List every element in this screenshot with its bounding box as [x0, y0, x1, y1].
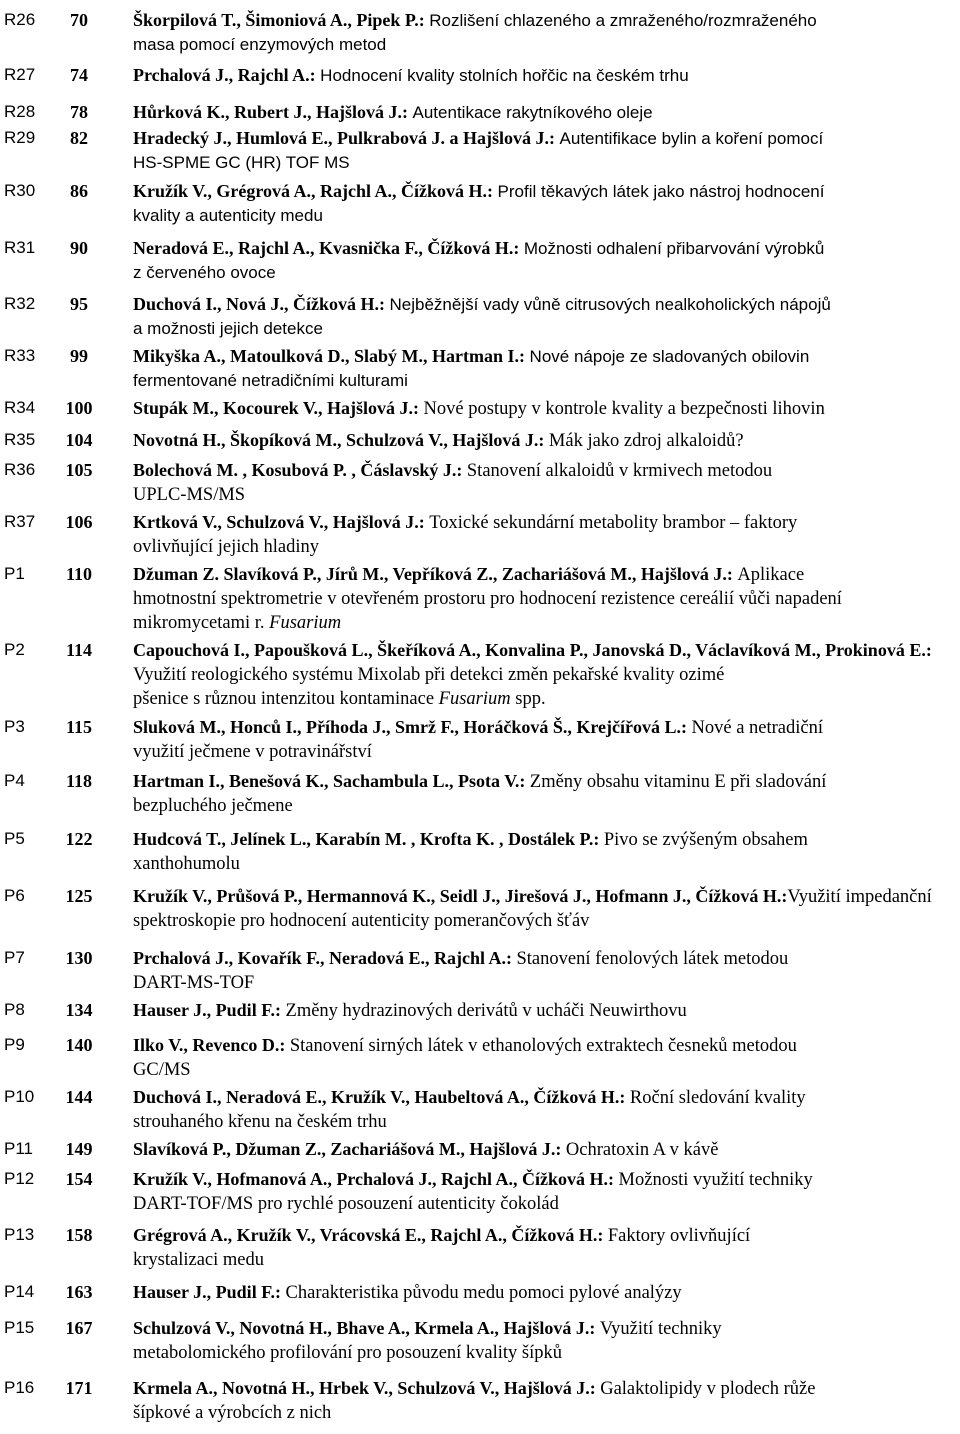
entry-code: R33 [4, 346, 36, 365]
entry-text [133, 344, 946, 393]
page-number: 171 [65, 1378, 93, 1398]
entry-separator: : [279, 1035, 290, 1055]
entry-code: P3 [4, 717, 25, 736]
page-number: 70 [70, 10, 88, 30]
page-number: 115 [65, 717, 92, 737]
entry-title-line: využití ječmene v potravinářství [133, 742, 372, 762]
entry-code: P15 [4, 1318, 35, 1337]
entry-authors: Krmela A., Novotná H., Hrbek V., Schulzová V., Hajšlová J. [133, 1378, 590, 1398]
entry-text [133, 100, 946, 125]
entry-title-line: GC/MS [133, 1060, 191, 1080]
entry-text [133, 1137, 946, 1162]
page-number: 90 [70, 238, 88, 258]
entry-title-line: a možnosti jejich detekce [133, 319, 323, 338]
entry-text [133, 1085, 946, 1134]
entry-code: P2 [4, 640, 25, 659]
toc-entry [0, 236, 960, 288]
page-number: 140 [65, 1035, 93, 1055]
entry-code: P5 [4, 829, 25, 848]
entry-title-line: Stanovení alkaloidů v krmivech metodou [466, 461, 773, 481]
toc-entry [0, 292, 960, 340]
entry-title-line: Charakteristika původu medu pomoci pylové analýzy [285, 1283, 682, 1303]
entry-text [133, 1376, 946, 1425]
entry-code: R35 [4, 430, 36, 449]
entry-authors: Schulzová V., Novotná H., Bhave A., Krmela A., Hajšlová J. [133, 1318, 590, 1338]
entry-title-line: Možnosti využití techniky [618, 1170, 813, 1190]
entry-text [133, 1280, 946, 1305]
entry-title-line: Hodnocení kvality stolních hořčic na českém trhu [320, 66, 689, 85]
entry-code: R26 [4, 10, 36, 29]
entry-title-line: metabolomického profilování pro posouzení kvality šípků [133, 1343, 563, 1363]
entry-separator: : [619, 1087, 630, 1107]
entry-authors: Prchalová J., Kovařík F., Neradová E., Rajchl A. [133, 948, 506, 968]
toc-entry [0, 428, 960, 454]
toc-entry [0, 1137, 960, 1163]
entry-code: P14 [4, 1282, 35, 1301]
entry-authors: Kružík V., Grégrová A., Rajchl A., Čížková H. [133, 181, 488, 201]
entry-separator: : [309, 65, 321, 85]
entry-title-line: Aplikace [737, 565, 805, 585]
toc-entry [0, 769, 960, 823]
page-number: 114 [65, 640, 92, 660]
entry-title-line: xanthohumolu [133, 854, 240, 874]
toc-entry [0, 1085, 960, 1133]
entry-text [133, 998, 946, 1023]
entry-title-line: kvality a autenticity medu [133, 206, 323, 225]
entry-text [133, 827, 946, 876]
page-number: 149 [65, 1139, 93, 1159]
entry-authors: Krtková V., Schulzová V., Hajšlová J. [133, 512, 419, 532]
entry-separator: : [519, 346, 530, 366]
toc-entry [0, 458, 960, 506]
entry-title-line: masa pomocí enzymových metod [133, 35, 387, 54]
entry-title-line: ovlivňující jejich hladiny [133, 537, 319, 557]
entry-title-line: z červeného ovoce [133, 263, 276, 282]
entry-authors: Hudcová T., Jelínek L., Karabín M. , Krofta K. , Dostálek P. [133, 829, 594, 849]
entry-title-line: strouhaného křenu na českém trhu [133, 1112, 387, 1132]
entry-title-line: Změny hydrazinových derivátů v ucháči Neuwirthovu [285, 1001, 687, 1021]
entry-title-line: Toxické sekundární metabolity brambor – faktory [429, 513, 798, 533]
entry-separator: : [519, 771, 530, 791]
page-number: 154 [65, 1169, 93, 1189]
entry-authors: Džuman Z. Slavíková P., Jírů M., Vepříková Z., Zachariášová M., Hajšlová J. [133, 564, 727, 584]
entry-text [133, 510, 946, 559]
entry-separator: : [925, 640, 932, 660]
entry-authors: Ilko V., Revenco D. [133, 1035, 280, 1055]
entry-title-line: DART-MS-TOF [133, 973, 255, 993]
entry-code: P8 [4, 1000, 25, 1019]
entry-text [133, 126, 946, 175]
entry-authors: Capouchová I., Papoušková L., Škeříková A., Konvalina P., Janovská D., Václavíková M., Prokinová E. [133, 640, 926, 660]
entry-authors: Duchová I., Nová J., Čížková H. [133, 294, 380, 314]
entry-separator: : [513, 238, 524, 258]
page-number: 118 [65, 771, 92, 791]
entry-authors: Slavíková P., Džuman Z., Zachariášová M., Hajšlová J. [133, 1139, 556, 1159]
entry-text [133, 562, 946, 635]
toc-entry [0, 1167, 960, 1219]
entry-authors: Duchová I., Neradová E., Kružík V., Haubeltová A., Čížková H. [133, 1087, 620, 1107]
entry-text [133, 638, 946, 711]
entry-separator: : [726, 564, 738, 584]
entry-authors: Hauser J., Pudil F. [133, 1000, 276, 1020]
page-number: 100 [65, 398, 93, 418]
page-number: 74 [70, 65, 88, 85]
page-number: 122 [65, 829, 93, 849]
entry-authors: Novotná H., Škopíková M., Schulzová V., Hajšlová J. [133, 430, 539, 450]
entry-authors: Grégrová A., Kružík V., Vrácovská E., Rajchl A., Čížková H. [133, 1225, 598, 1245]
entry-authors: Kružík V., Průšová P., Hermannová K., Seidl J., Jirešová J., Hofmann J., Čížková H. [133, 886, 782, 906]
page-number: 99 [70, 346, 88, 366]
entry-title-line: Stanovení fenolových látek metodou [516, 949, 789, 969]
entry-title-line: Využití reologického systému Mixolab při detekci změn pekařské kvality ozimé [133, 665, 725, 685]
entry-code: P16 [4, 1378, 35, 1397]
entry-separator: : [456, 460, 467, 480]
entry-authors: Prchalová J., Rajchl A. [133, 65, 310, 85]
entry-authors: Škorpilová T., Šimoniová A., Pipek P. [133, 10, 419, 30]
entry-title-line: Nové a netradiční [691, 718, 824, 738]
entry-code: R34 [4, 398, 36, 417]
entry-title-line: Nové nápoje ze sladovaných obilovin [529, 347, 810, 366]
entry-separator: : [413, 398, 424, 418]
entry-title-line: Roční sledování kvality [629, 1088, 806, 1108]
entry-text [133, 769, 946, 818]
entry-text [133, 1223, 946, 1272]
entry-code: R28 [4, 102, 36, 121]
entry-code: P11 [4, 1139, 33, 1158]
toc-entry [0, 998, 960, 1029]
entry-authors: Stupák M., Kocourek V., Hajšlová J. [133, 398, 414, 418]
entry-text [133, 396, 946, 421]
entry-separator: : [589, 1378, 601, 1398]
entry-text [133, 715, 946, 764]
entry-title-line: Galaktolipidy v plodech růže [600, 1379, 816, 1399]
toc-entry [0, 715, 960, 765]
entry-code: P13 [4, 1225, 35, 1244]
entry-text [133, 946, 946, 995]
entry-code: R32 [4, 294, 36, 313]
toc-entry [0, 8, 960, 59]
entry-separator: : [402, 102, 413, 122]
entry-code: P6 [4, 886, 25, 905]
toc-entry [0, 63, 960, 96]
toc-entry [0, 100, 960, 122]
entry-title-line: hmotnostní spektrometrie v otevřeném prostoru pro hodnocení rezistence cereálií vůči napadení [133, 589, 842, 609]
entry-title-line: Nejběžnější vady vůně citrusových nealkoholických nápojů [389, 295, 831, 314]
entry-text [133, 236, 946, 285]
entry-title-line: Změny obsahu vitaminu E při sladování [529, 772, 827, 792]
entry-separator: : [418, 512, 430, 532]
entry-separator: : [597, 1225, 608, 1245]
entry-title-line: Stanovení sirných látek v ethanolových extraktech česneků metodou [289, 1036, 797, 1056]
entry-title-line: šípkové a výrobcích z nich [133, 1403, 332, 1423]
entry-separator: : [506, 948, 517, 968]
entry-code: R30 [4, 181, 36, 200]
entry-separator: : [275, 1282, 286, 1302]
entry-title-line: Využití techniky [599, 1319, 722, 1339]
entry-title-line: Autentifikace bylin a koření pomocí [559, 129, 824, 148]
entry-code: R29 [4, 128, 36, 147]
toc-entry [0, 1280, 960, 1312]
entry-title-line: HS-SPME GC (HR) TOF MS [133, 153, 350, 172]
entry-title-line: pšenice s různou intenzitou kontaminace Fusarium spp. [133, 689, 546, 709]
entry-title-line: Ochratoxin A v kávě [565, 1140, 719, 1160]
page-number: 78 [70, 102, 88, 122]
entry-code: R31 [4, 238, 36, 257]
entry-code: P10 [4, 1087, 35, 1106]
entry-text [133, 1033, 946, 1082]
entry-separator: : [593, 829, 604, 849]
entry-title-line: Nové postupy v kontrole kvality a bezpečnosti lihovin [423, 399, 825, 419]
entry-title-line: krystalizaci medu [133, 1250, 264, 1270]
page-number: 167 [65, 1318, 93, 1338]
entry-authors: Neradová E., Rajchl A., Kvasnička F., Čížková H. [133, 238, 514, 258]
toc-entry [0, 1376, 960, 1422]
entry-title-line: Profil těkavých látek jako nástroj hodnocení [497, 182, 825, 201]
toc-entry [0, 884, 960, 942]
entry-separator: : [379, 294, 390, 314]
entry-separator: : [538, 430, 549, 450]
entry-title-line: Rozlišení chlazeného a zmraženého/rozmraženého [429, 11, 817, 30]
page-number: 134 [65, 1000, 93, 1020]
toc-entry [0, 510, 960, 558]
entry-code: P1 [4, 564, 25, 583]
entry-code: P9 [4, 1035, 25, 1054]
entry-title-line: DART-TOF/MS pro rychlé posouzení autenticity čokolád [133, 1194, 559, 1214]
toc-entry [0, 126, 960, 175]
toc-entry [0, 638, 960, 711]
page-number: 144 [65, 1087, 93, 1107]
entry-text [133, 179, 946, 228]
entry-authors: Hůrková K., Rubert J., Hajšlová J. [133, 102, 403, 122]
entry-title-line: Autentikace rakytníkového oleje [412, 103, 653, 122]
entry-code: R27 [4, 65, 36, 84]
entry-code: P7 [4, 948, 25, 967]
entry-title-line: Mák jako zdroj alkaloidů? [548, 431, 744, 451]
toc-entry [0, 1316, 960, 1372]
entry-separator: : [555, 1139, 566, 1159]
toc-entry [0, 344, 960, 392]
toc-entry [0, 1223, 960, 1276]
toc-entry [0, 1033, 960, 1081]
toc-entry [0, 562, 960, 634]
entry-separator: : [549, 128, 560, 148]
entry-title-line: bezpluchého ječmene [133, 796, 293, 816]
entry-title-line: UPLC-MS/MS [133, 485, 246, 505]
entry-authors: Bolechová M. , Kosubová P. , Čáslavský J. [133, 460, 457, 480]
entry-code: P12 [4, 1169, 35, 1188]
entry-authors: Kružík V., Hofmanová A., Prchalová J., Rajchl A., Čížková H. [133, 1169, 609, 1189]
entry-authors: Mikyška A., Matoulková D., Slabý M., Hartman I. [133, 346, 520, 366]
page-number: 86 [70, 181, 88, 201]
toc-entry [0, 396, 960, 424]
entry-code: R37 [4, 512, 36, 531]
entry-code: R36 [4, 460, 36, 479]
entry-title-line: mikromycetami r. Fusarium [133, 613, 342, 633]
page-number: 110 [65, 564, 92, 584]
page-number: 125 [65, 886, 93, 906]
entry-authors: Sluková M., Honců I., Příhoda J., Smrž F., Horáčková Š., Krejčířová L. [133, 717, 682, 737]
entry-authors: Hartman I., Benešová K., Sachambula L., Psota V. [133, 771, 520, 791]
entry-text [133, 1167, 946, 1216]
entry-title-line: Pivo se zvýšeným obsahem [603, 830, 808, 850]
page-number: 106 [65, 512, 93, 532]
entry-text [133, 292, 946, 341]
entry-text [133, 884, 946, 933]
entry-separator: : [681, 717, 692, 737]
entry-separator: : [487, 181, 498, 201]
page-number: 104 [65, 430, 93, 450]
entry-separator: : [781, 886, 788, 906]
toc-entry [0, 179, 960, 232]
page-number: 82 [70, 128, 88, 148]
page-number: 130 [65, 948, 93, 968]
entry-text [133, 8, 946, 57]
toc-entry [0, 946, 960, 994]
page-number: 163 [65, 1282, 93, 1302]
entry-title-line: Možnosti odhalení přibarvování výrobků [523, 239, 825, 258]
entry-authors: Hradecký J., Humlová E., Pulkrabová J. a Hajšlová J. [133, 128, 550, 148]
entry-text [133, 428, 946, 453]
toc-entry [0, 827, 960, 880]
entry-separator: : [418, 10, 430, 30]
entry-title-line: Faktory ovlivňující [607, 1226, 751, 1246]
entry-separator: : [275, 1000, 286, 1020]
page-number: 158 [65, 1225, 93, 1245]
entry-text [133, 63, 946, 88]
entry-separator: : [608, 1169, 619, 1189]
page-number: 105 [65, 460, 93, 480]
entry-separator: : [589, 1318, 600, 1338]
entry-text [133, 458, 946, 507]
entry-authors: Hauser J., Pudil F. [133, 1282, 276, 1302]
entry-title-line: Využití impedanční spektroskopie pro hodnocení autenticity pomerančových šťáv [133, 887, 932, 931]
entry-title-line: fermentované netradičními kulturami [133, 371, 408, 390]
page-number: 95 [70, 294, 88, 314]
entry-text [133, 1316, 946, 1365]
entry-code: P4 [4, 771, 25, 790]
